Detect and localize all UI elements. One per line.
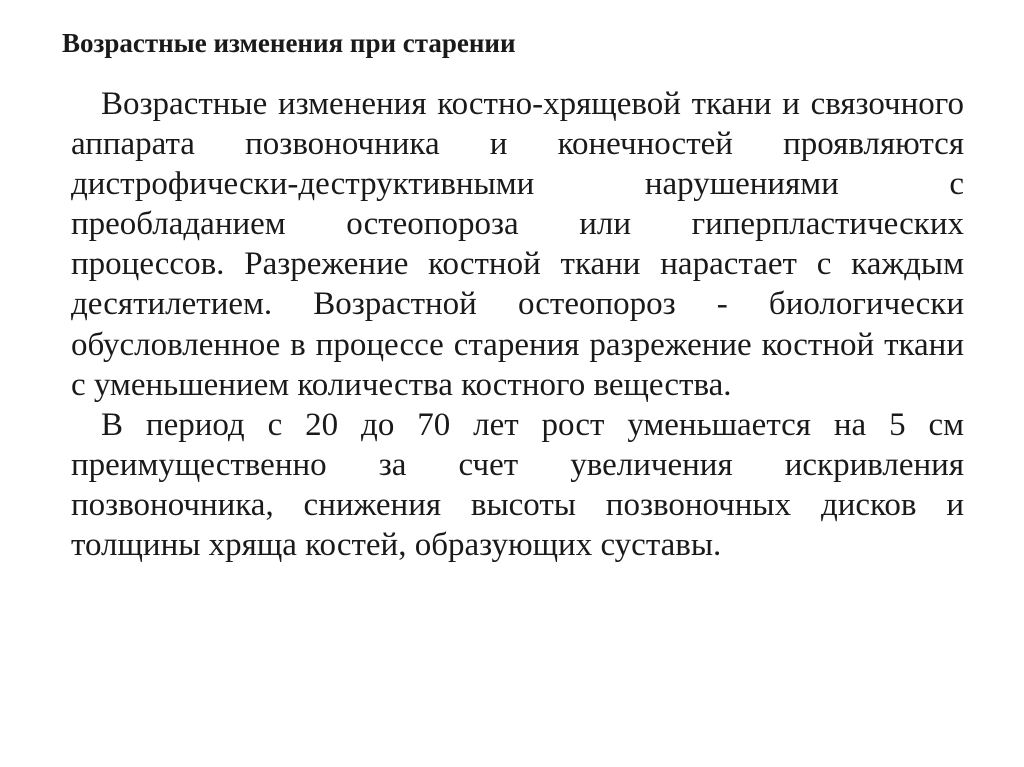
slide-body	[71, 84, 964, 565]
paragraph-height-loss: В период с 20 до 70 лет рост уменьшается на 5 см преимущественно за счет увеличения искривления позвоночника, снижения высоты позвоночных дисков и толщины хряща костей, образующих суставы.	[71, 406, 964, 564]
paragraph-osteoporosis: Возрастные изменения костно-хрящевой ткани и связочного аппарата позвоночника и конечностей проявляются дистрофически-деструктивными нарушениями с преобладанием остеопороза или гиперпластических процессов. Разрежение костной ткани нарастает с каждым десятилетием. Возрастной остеопороз - биологически обусловленное в процессе старения разрежение костной ткани с уменьшением количества костного вещества.	[71, 86, 964, 403]
slide-title: Возрастные изменения при старении	[62, 28, 516, 58]
